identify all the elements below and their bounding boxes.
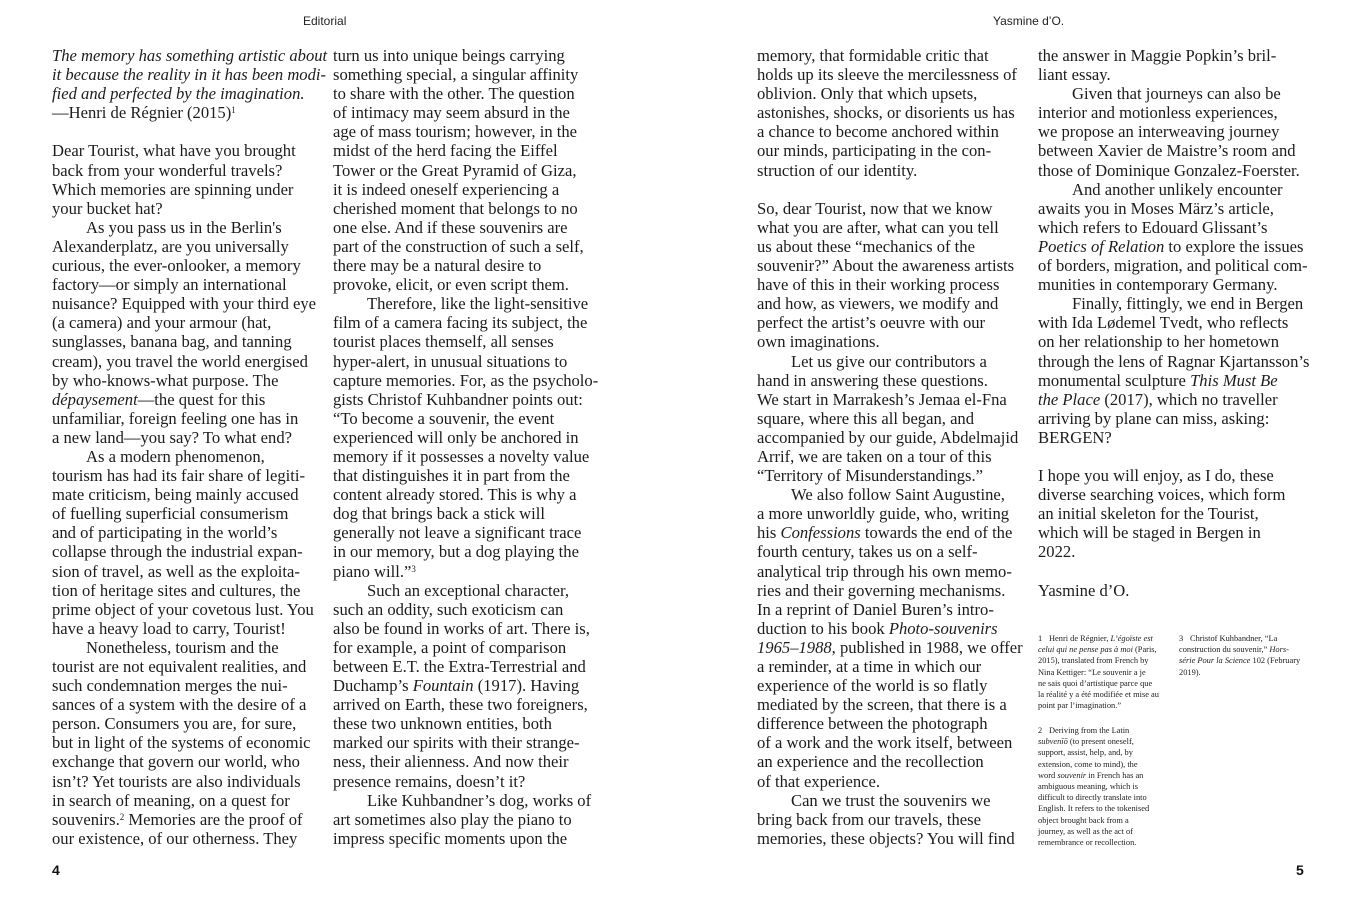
footnote-ref[interactable]: 3 <box>411 563 416 574</box>
running-head-left: Editorial <box>303 14 347 28</box>
column-1 <box>52 46 327 848</box>
footnote-3: 3 Christof Kuhbandner, “La construction du souvenir,” Hors- série Pour la Science 102 (February 2019). <box>1179 634 1301 677</box>
epigraph: The memory has something artistic about it because the reality in it has been modi- fied and perfected by the imagination. <box>52 46 328 104</box>
footnote-1: 1 Henri de Régnier, L’égoïste est celui qui ne pense pas à moi (Paris, 2015), translated from French by Nina Kettiger: “Le souvenir a je ne sais quoi d’artistique parce que la réalité y a été modifiée et mise au point par l’imagination.” <box>1038 634 1159 711</box>
footnote-ref[interactable]: 2 <box>119 811 125 822</box>
signature: Yasmine d’O. <box>1038 580 1130 600</box>
paragraph: Let us give our contributors a hand in answering these questions. We start in Marrakesh’s Jemaa el-Fna square, where this all began, and accompanied by our guide, Abdelmajid Arrif, we are taken on a tour of this “Territory of Misunderstandings.” <box>757 351 1019 486</box>
paragraph: Therefore, like the light-sensitive film of a camera facing its subject, the tourist places themself, all senses hyper-alert, in unusual situations to capture memories. For, as the psycholo- gists Christof Kuhbandner points out: “To become a souvenir, the event experienced will only be anchored in memory if it possesses a novelty value that distinguishes it in part from the content already stored. This is why a dog that brings back a stick will generally not leave a significant trace in our memory, but a dog playing the piano will.”$^3$ <box>333 294 599 581</box>
running-head-right: Yasmine d’O. <box>993 14 1065 28</box>
paragraph: turn us into unique beings carrying something special, a singular affinity to share with the other. The question of intimacy may seem absurd in the age of mass tourism; however, in the midst of the herd facing the Eiffel Tower or the Great Pyramid of Giza, it is indeed oneself experiencing a cherished moment that belongs to no one else. And if these souvenirs are part of the construction of such a self, there may be a natural desire to provoke, elicit, or even script them. <box>333 46 584 295</box>
paragraph: As a modern phenomenon, tourism has had its fair share of legiti- mate criticism, being mainly accused of fuelling superficial consumerism and of participating in the world’s collapse through the industrial expan- sion of travel, as well as the exploita- tion of heritage sites and cultures, the prime object of your covetous lust. You have a heavy load to carry, Tourist! <box>52 446 314 638</box>
paragraph: Dear Tourist, what have you brought back from your wonderful travels? Which memories are spinning under your bucket hat? <box>52 141 296 218</box>
paragraph: Given that journeys can also be interior and motionless experiences, we propose an interweaving journey between Xavier de Maistre’s room and those of Dominique Gonzalez-Foerster. <box>1038 84 1300 180</box>
paragraph: Like Kuhbandner’s dog, works of art sometimes also play the piano to impress specific moments upon the <box>333 790 592 848</box>
paragraph: Can we trust the souvenirs we bring back from our travels, these memories, these objects? You will find <box>757 790 1015 848</box>
paragraph: the answer in Maggie Popkin’s bril- liant essay. <box>1038 46 1277 85</box>
epigraph-attribution: —Henri de Régnier $(2015)^1$ <box>52 103 236 123</box>
paragraph: So, dear Tourist, now that we know what you are after, what can you tell us about these “mechanics of the souvenir?” About the awareness artists have of this in their working process and how, as viewers, we modify and perfect the artist’s oeuvre with our own imaginations. <box>757 198 1015 352</box>
paragraph: Such an exceptional character, such an oddity, such exoticism can also be found in works of art. There is, for example, a point of comparison between E.T. the Extra-Terrestrial and Duchamp’s Fountain (1917). Having arrived on Earth, these two foreigners, these two unknown entities, both marked our spirits with their strange- ness, their alienness. And now their presence remains, doesn’t it? <box>333 580 590 791</box>
column-3 <box>757 46 1023 848</box>
paragraph: We also follow Saint Augustine, a more unworldly guide, who, writing his Confessions towards the end of the fourth century, takes us on a self- analytical trip through his own memo- ries and their governing mechanisms. In a reprint of Daniel Buren’s intro- duction to his book Photo-souvenirs 1965–1988, published in 1988, we offer a reminder, at a time in which our experience of the world is so flatly mediated by the screen, that there is a difference between the photograph of a work and the work itself, between an experience and the recollection of that experience. <box>757 485 1023 791</box>
column-2 <box>333 46 598 848</box>
paragraph: As you pass us in the Berlin's Alexanderplatz, are you universally curious, the ever-onlooker, a memory factory—or simply an international nuisance? Equipped with your third eye (a camera) and your armour (hat, sunglasses, banana bag, and tanning cream), you travel the world energised by who-knows-what purpose. The dépaysement—the quest for this unfamiliar, foreign feeling one has in a new land—you say? To what end? <box>52 217 317 447</box>
page-number-left: 4 <box>52 862 60 878</box>
paragraph: Nonetheless, tourism and the tourist are not equivalent realities, and such condemnation merges the nui- sances of a system with the desire of a person. Consumers you are, for sure, but in light of the systems of economic exchange that govern our world, who isn’t? Yet tourists are also individuals in search of meaning, on a quest for souvenirs.$^2$ Memories are the proof of our existence, of our otherness. They <box>52 637 311 848</box>
paragraph: Finally, fittingly, we end in Bergen with Ida Lødemel Tvedt, who reflects on her relationship to her hometown through the lens of Ragnar Kjartansson’s monumental sculpture This Must Be the Place (2017), which no traveller arriving by plane can miss, asking: BERGEN? <box>1038 294 1310 447</box>
paragraph: And another unlikely encounter awaits you in Moses März’s article, which refers to Edouard Glissant’s Poetics of Relation to explore the issues of borders, migration, and political com- munities in contemporary Germany. <box>1038 179 1308 295</box>
page-number-right: 5 <box>1296 862 1304 878</box>
footnote-ref[interactable]: 1 <box>231 105 236 116</box>
column-4 <box>1038 46 1309 600</box>
paragraph: memory, that formidable critic that holds up its sleeve the mercilessness of oblivion. Only that which upsets, astonishes, shocks, or disorients us has a chance to become anchored within our minds, participating in the con- struction of our identity. <box>757 46 1017 180</box>
footnote-2: 2 Deriving from the Latin subvenīō (to present oneself, support, assist, help, and, by extension, come to mind), the word souvenir in French has an ambiguous meaning, which is difficult to directly translate into English. It refers to the tokenised object brought back from a journey, as well as the act of remembrance or recollection. <box>1038 726 1150 848</box>
paragraph: I hope you will enjoy, as I do, these diverse searching voices, which form an initial skeleton for the Tourist, which will be staged in Bergen in 2022. <box>1038 466 1286 562</box>
